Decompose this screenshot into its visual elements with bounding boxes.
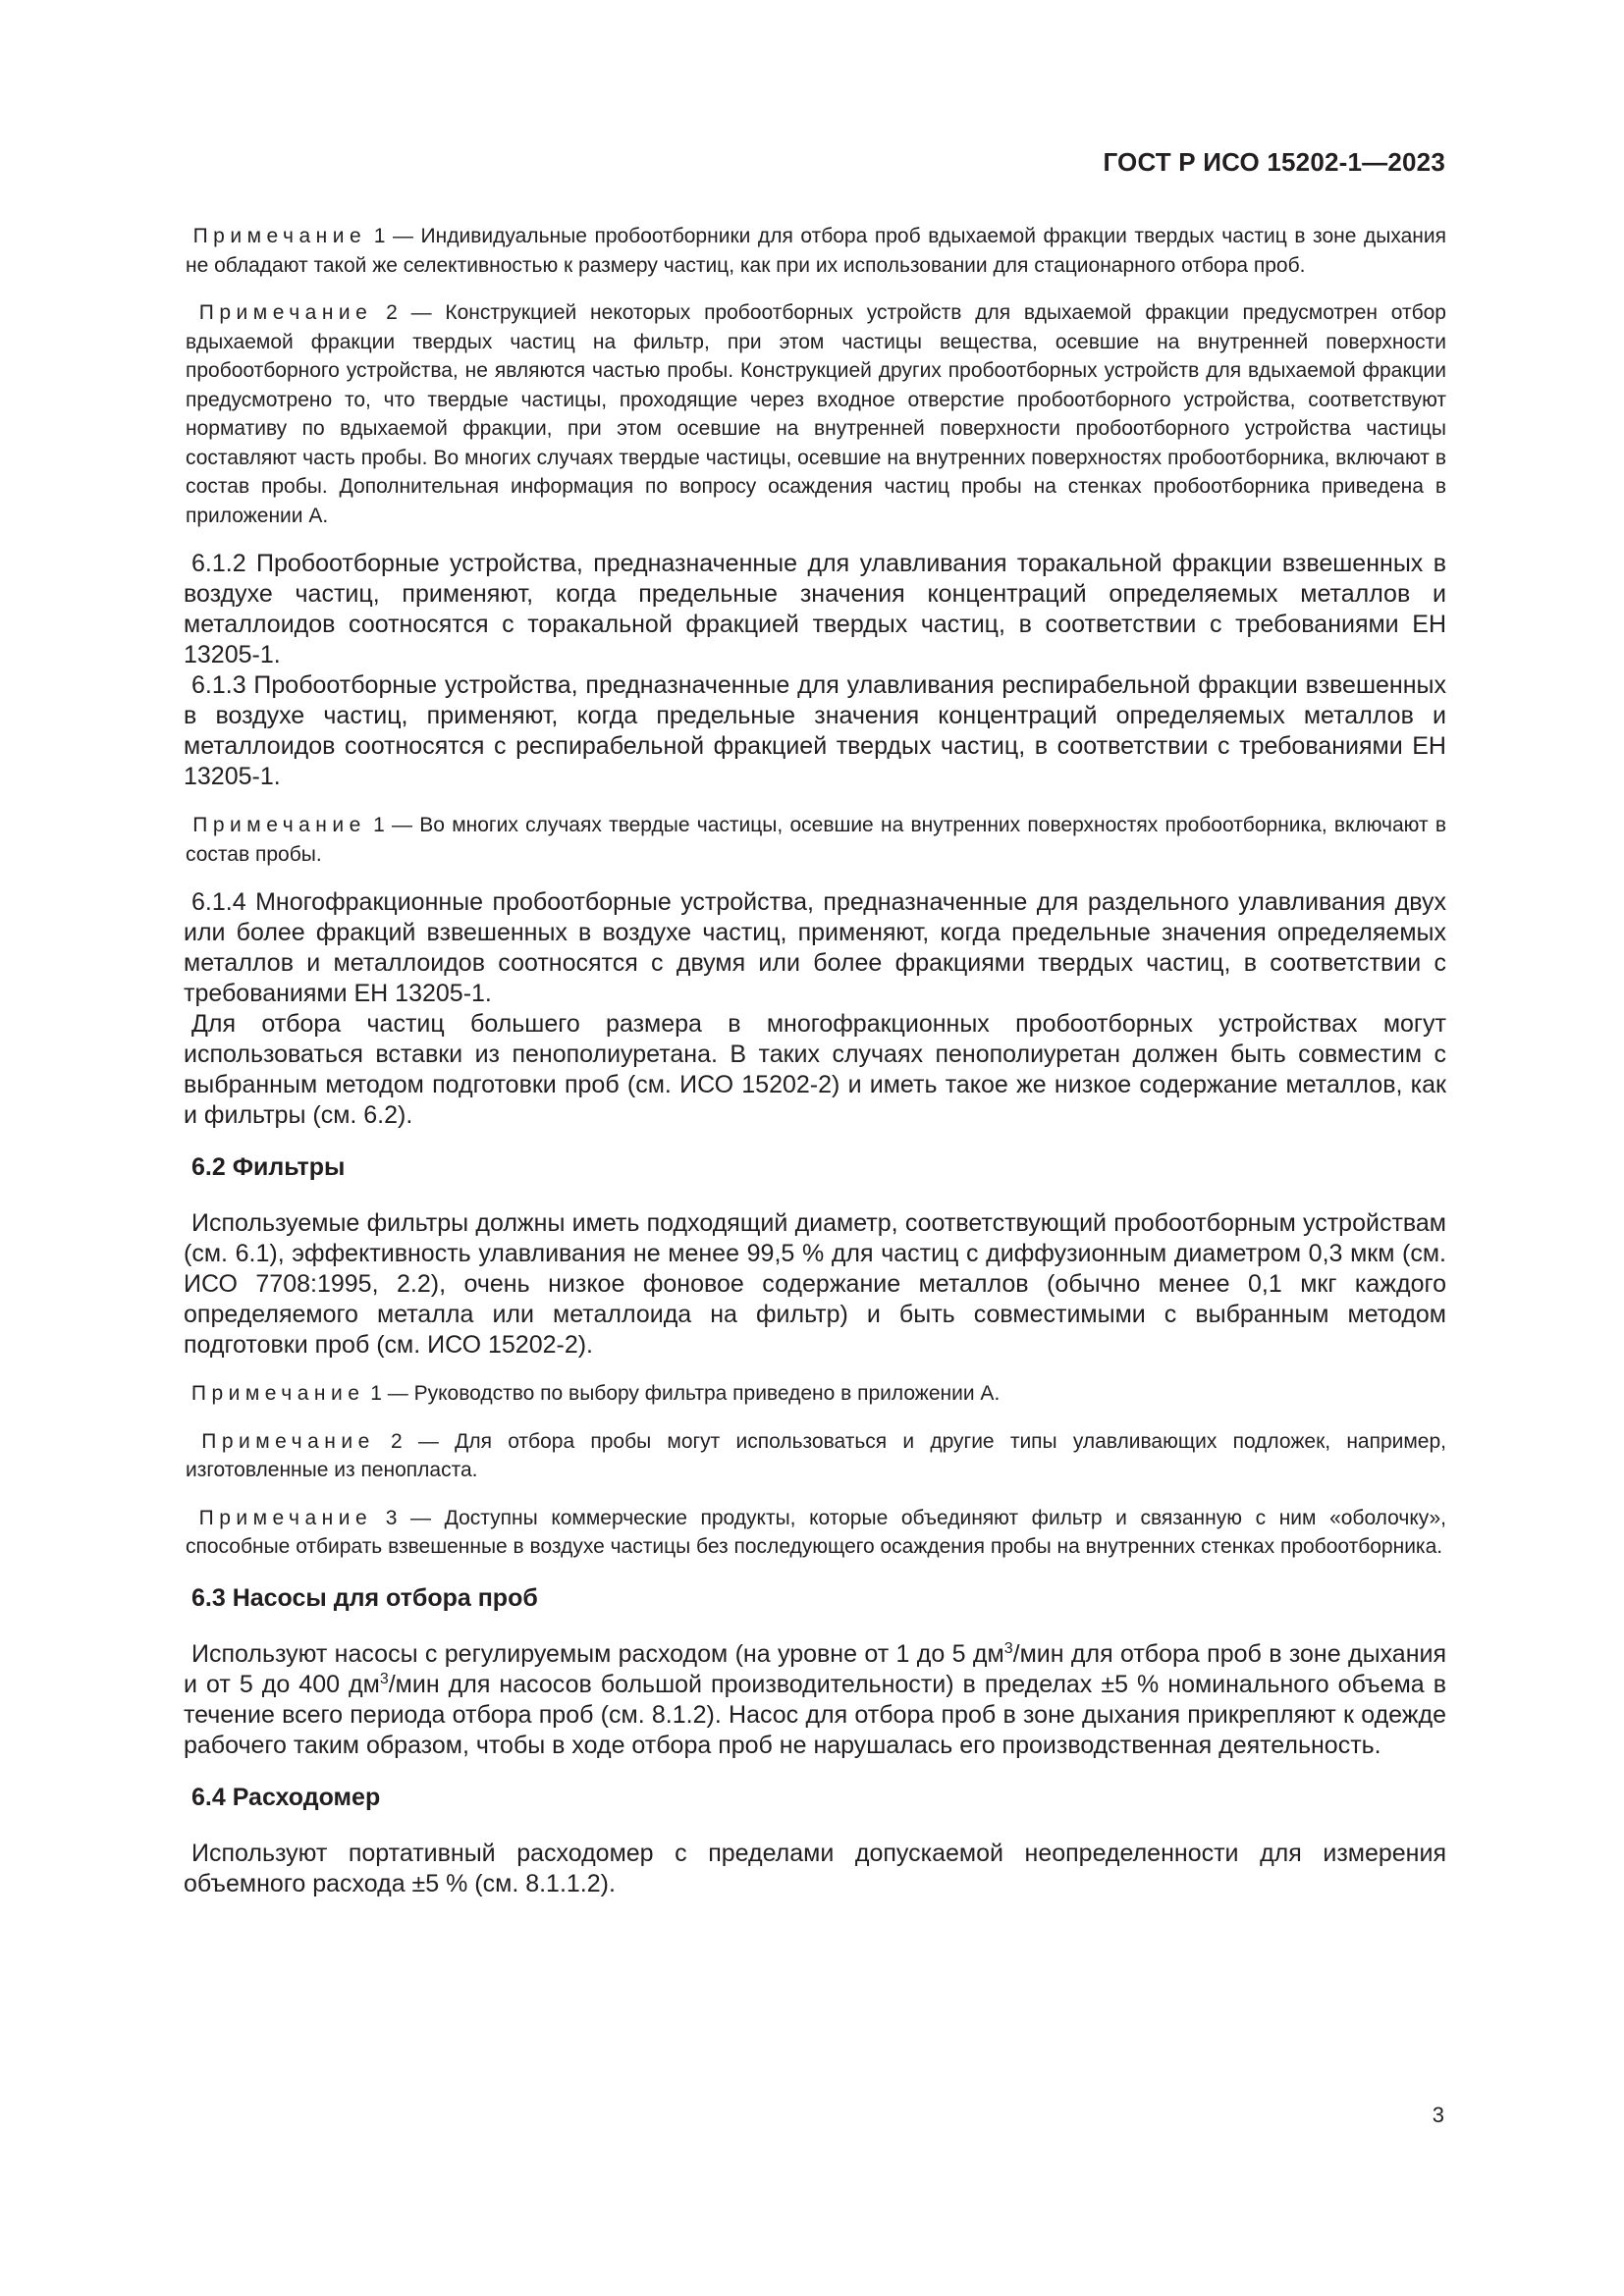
- note-paragraph: [178, 1379, 1446, 1409]
- clause-6-4-text: Используют портативный расходомер с пределами допускаемой неопределенности для измерения объемного расхода ±5 % (см. 8.1.1.2).: [184, 1839, 1446, 1897]
- clause-6-1-3: 6.1.3 Пробоотборные устройства, предназначенные для улавливания респирабельной фракции взвешенных в воздухе частиц, применяют, когда предельные значения концентраций определяемых металлов и металлоидов соотносятся с респирабельной фракцией твердых частиц, в соответствии с требованиями ЕН 13205-1.: [184, 671, 1446, 790]
- note-paragraph: [178, 811, 1446, 869]
- note-text: 1 — Руководство по выбору фильтра приведено в приложении А.: [370, 1382, 1001, 1405]
- note-text: 1 — Индивидуальные пробоотборники для отбора проб вдыхаемой фракции твердых частиц в зоне дыхания не обладают такой же селективностью к размеру частиц, как при их использовании для стационарного отбора проб.: [186, 225, 1446, 277]
- note-paragraph: [178, 298, 1446, 530]
- note-text: 2 — Для отбора пробы могут использоваться и другие типы улавливающих подложек, например, изготовленные из пенопласта.: [186, 1429, 1447, 1481]
- note-text: 2 — Конструкцией некоторых пробоотборных устройств для вдыхаемой фракции предусмотрен отбор вдыхаемой фракции твердых частиц на фильтр, при этом частицы вещества, осевшие на внутренней поверхности пробоотборного устройства, не являются частью пробы. Конструкцией других пробоотборных устройств для вдыхаемой фракции предусмотрено то, что твердые частицы, проходящие через входное отверстие пробоотборного устройства, соответствуют нормативу по вдыхаемой фракции, при этом осевшие на внутренней поверхности пробоотборного устройства частицы составляют часть пробы. Во многих случаях твердые частицы, осевшие на внутренних поверхностях пробоотборника, включают в состав пробы. Дополнительная информация по вопросу осаждения частиц пробы на стенках пробоотборника приведена в приложении А.: [186, 301, 1446, 527]
- page-number: 3: [1432, 2103, 1444, 2127]
- note-text: 1 — Во многих случаях твердые частицы, осевшие на внутренних поверхностях пробоотборника, включают в состав пробы.: [186, 814, 1446, 866]
- note-text: 3 — Доступны коммерческие продукты, которые объединяют фильтр и связанную с ним «оболочку», способные отбирать взвешенные в воздухе частицы без последующего осаждения пробы на внутренних стенках пробоотборника.: [186, 1506, 1446, 1558]
- clause-6-2-text: Используемые фильтры должны иметь подходящий диаметр, соответствующий пробоотборным устройствам (см. 6.1), эффективность улавливания не менее 99,5 % для частиц с диффузионным диаметром 0,3 мкм (см. ИСО 7708:1995, 2.2), очень низкое фоновое содержание металлов (обычно менее 0,1 мкг каждого определяемого металла или металлоида на фильтр) и быть совместимыми с выбранным методом подготовки проб (см. ИСО 15202-2).: [184, 1209, 1446, 1359]
- section-title-6-2: 6.2 Фильтры: [191, 1153, 346, 1181]
- clause-6-3-text: Используют насосы с регулируемым расходом (на уровне от 1 до 5 $дм^3$/мин для отбора проб в зоне дыхания и от 5 до 400 $дм^3$/мин для насосов большой производительности) в пределах ±5 % номинального объема в течение всего периода отбора проб (см. 8.1.2). Насос для отбора проб в зоне дыхания прикрепляют к одежде рабочего таким образом, чтобы в ходе отбора проб не нарушалась его производственная деятельность.: [184, 1639, 1447, 1759]
- superscript-3: 3: [379, 1670, 389, 1687]
- document-body: [178, 222, 1446, 1899]
- note-label: Примечание: [198, 1506, 373, 1529]
- note-paragraph: [178, 222, 1446, 280]
- section-title-6-4: 6.4 Расходомер: [191, 1783, 381, 1811]
- superscript-3: 3: [1003, 1639, 1013, 1657]
- note-label: Примечание: [198, 301, 373, 324]
- note-label: Примечание: [201, 1429, 375, 1453]
- note-paragraph: [178, 1504, 1446, 1562]
- note-label: Примечание: [192, 225, 367, 247]
- note-label: Примечание: [192, 814, 366, 836]
- clause-6-1-4-foam: Для отбора частиц большего размера в многофракционных пробоотборных устройствах могут использоваться вставки из пенополиуретана. В таких случаях пенополиуретан должен быть совместим с выбранным методом подготовки проб (см. ИСО 15202-2) и иметь такое же низкое содержание металлов, как и фильтры (см. 6.2).: [184, 1010, 1446, 1129]
- clause-6-1-2: 6.1.2 Пробоотборные устройства, предназначенные для улавливания торакальной фракции взвешенных в воздухе частиц, применяют, когда предельные значения концентраций определяемых металлов и металлоидов соотносятся с торакальной фракцией твердых частиц, в соответствии с требованиями ЕН 13205-1.: [184, 550, 1446, 668]
- document-header: ГОСТ Р ИСО 15202-1—2023: [1103, 147, 1445, 177]
- note-label: Примечание: [190, 1382, 365, 1405]
- note-paragraph: [178, 1427, 1446, 1485]
- section-title-6-3: 6.3 Насосы для отбора проб: [191, 1583, 538, 1612]
- clause-6-1-4: 6.1.4 Многофракционные пробоотборные устройства, предназначенные для раздельного улавливания двух или более фракций взвешенных в воздухе частиц, применяют, когда предельные значения определяемых металлов и металлоидов соотносятся с двумя или более фракциями твердых частиц, в соответствии с требованиями ЕН 13205-1.: [184, 888, 1446, 1007]
